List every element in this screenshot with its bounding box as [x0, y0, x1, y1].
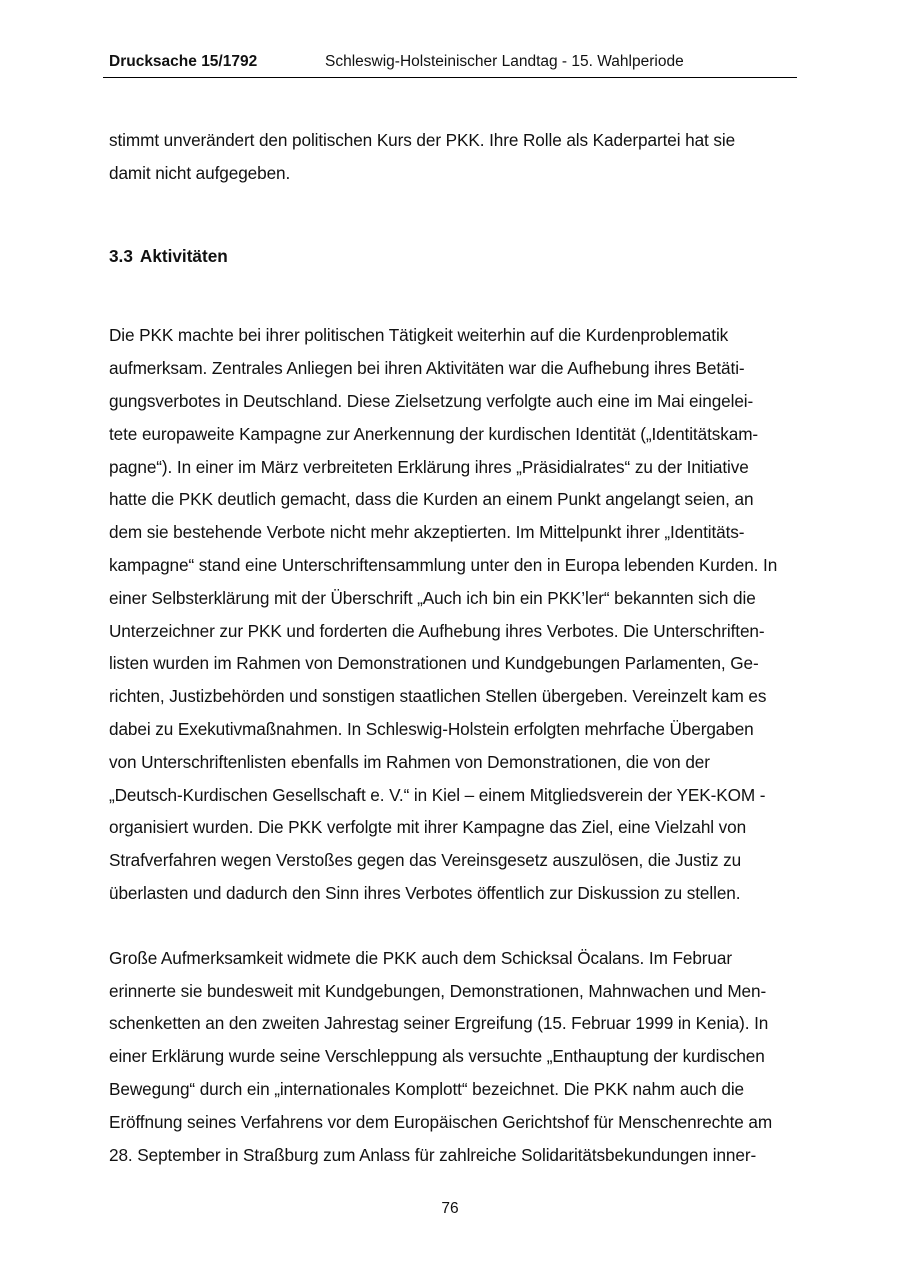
- text-line: aufmerksam. Zentrales Anliegen bei ihren Aktivitäten war die Aufhebung ihres Betäti-: [109, 358, 745, 379]
- paragraph-activities: [109, 319, 799, 909]
- text-line: tete europaweite Kampagne zur Anerkennung der kurdischen Identität („Identitätskam-: [109, 423, 759, 444]
- text-line: erinnerte sie bundesweit mit Kundgebungen, Demonstrationen, Mahnwachen und Men-: [109, 980, 767, 1001]
- text-line: Die PKK machte bei ihrer politischen Tätigkeit weiterhin auf die Kurdenproblematik: [109, 325, 729, 346]
- text-line: stimmt unverändert den politischen Kurs der PKK. Ihre Rolle als Kaderpartei hat sie: [109, 130, 736, 150]
- text-line: überlasten und dadurch den Sinn ihres Verbotes öffentlich zur Diskussion zu stellen.: [109, 882, 741, 903]
- section-heading: [109, 240, 799, 273]
- text-line: richten, Justizbehörden und sonstigen staatlichen Stellen übergeben. Vereinzelt kam es: [109, 686, 767, 707]
- text-line: organisiert wurden. Die PKK verfolgte mit ihrer Kampagne das Ziel, eine Vielzahl von: [109, 817, 747, 838]
- paragraph-ocalan: [109, 942, 799, 1172]
- text-line: hatte die PKK deutlich gemacht, dass die Kurden an einem Punkt angelangt seien, an: [109, 489, 754, 510]
- text-line: „Deutsch-Kurdischen Gesellschaft e. V.“ in Kiel – einem Mitgliedsverein der YEK-KOM -: [109, 784, 766, 805]
- text-line: einer Selbsterklärung mit der Überschrift „Auch ich bin ein PKK’ler“ bekannten sich die: [109, 587, 756, 608]
- text-line: Eröffnung seines Verfahrens vor dem Europäischen Gerichtshof für Menschenrechte am: [109, 1111, 773, 1132]
- section-title: Aktivitäten: [139, 245, 228, 266]
- text-line: dem sie bestehende Verbote nicht mehr akzeptierten. Im Mittelpunkt ihrer „Identitäts-: [109, 522, 745, 543]
- text-line: einer Erklärung wurde seine Verschleppung als versuchte „Enthauptung der kurdischen: [109, 1046, 765, 1067]
- intro-paragraph: [109, 124, 799, 190]
- text-line: schenketten an den zweiten Jahrestag seiner Ergreifung (15. Februar 1999 in Kenia). In: [109, 1013, 769, 1034]
- text-line: Strafverfahren wegen Verstoßes gegen das Vereinsgesetz auszulösen, die Justiz zu: [109, 850, 742, 871]
- section-number: 3.3: [109, 245, 133, 266]
- text-line: von Unterschriftenlisten ebenfalls im Rahmen von Demonstrationen, die von der: [109, 751, 710, 772]
- text-line: gungsverbotes in Deutschland. Diese Zielsetzung verfolgte auch eine im Mai eingelei-: [109, 390, 754, 411]
- document-number: Drucksache 15/1792: [109, 53, 258, 70]
- text-line: kampagne“ stand eine Unterschriftensammlung unter den in Europa lebenden Kurden. In: [109, 554, 778, 575]
- page-content: [109, 124, 799, 1171]
- text-line: pagne“). In einer im März verbreiteten Erklärung ihres „Präsidialrates“ zu der Initiative: [109, 456, 749, 477]
- text-line: Große Aufmerksamkeit widmete die PKK auch dem Schicksal Öcalans. Im Februar: [109, 947, 732, 968]
- text-line: Bewegung“ durch ein „internationales Komplott“ bezeichnet. Die PKK nahm auch die: [109, 1078, 744, 1099]
- parliament-title: Schleswig-Holsteinischer Landtag - 15. Wahlperiode: [325, 53, 684, 70]
- page-header: [103, 52, 797, 78]
- text-line: Unterzeichner zur PKK und forderten die Aufhebung ihres Verbotes. Die Unterschriften-: [109, 620, 765, 641]
- text-line: dabei zu Exekutivmaßnahmen. In Schleswig-Holstein erfolgten mehrfache Übergaben: [109, 718, 754, 739]
- text-line: damit nicht aufgegeben.: [109, 162, 291, 183]
- page-number: 76: [441, 1200, 459, 1217]
- text-line: listen wurden im Rahmen von Demonstrationen und Kundgebungen Parlamenten, Ge-: [109, 653, 759, 674]
- text-line: 28. September in Straßburg zum Anlass für zahlreiche Solidaritätsbekundungen inner-: [109, 1144, 757, 1165]
